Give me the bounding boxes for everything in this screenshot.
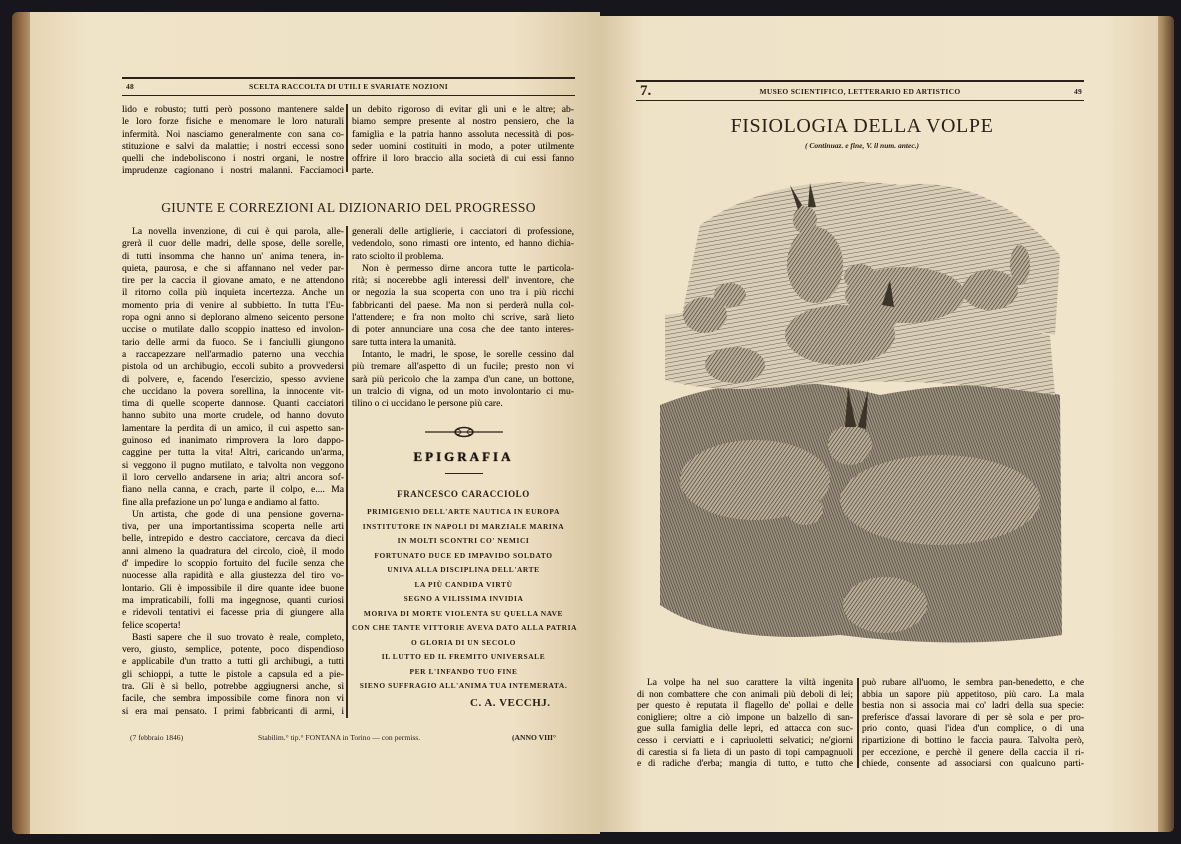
article-column-left bbox=[122, 226, 344, 718]
text-line: facile, che sembra impossibile come finora non vi bbox=[122, 693, 344, 705]
page-number: 49 bbox=[1074, 87, 1083, 96]
text-line: tra. Gli è sì bello, potrebbe aggiugnersi anche, sì bbox=[122, 680, 344, 692]
text-line: Un artista, che gode di una pensione governa- bbox=[132, 508, 344, 520]
header-rule-top bbox=[122, 77, 575, 79]
epigraph-line: UNIVA ALLA DISCIPLINA DELL'ARTE bbox=[387, 565, 540, 574]
text-line: parte. bbox=[352, 165, 374, 177]
text-line: hanno subito una morte crudele, od hanno dovuto bbox=[122, 410, 344, 422]
epigraph-line: LA PIÙ CANDIDA VIRTÙ bbox=[414, 579, 513, 589]
text-line: caggine per tutta la vita! Altri, caricando un'arma, bbox=[122, 447, 344, 459]
article-title: FISIOLOGIA DELLA VOLPE bbox=[730, 115, 994, 137]
epigraph-rule bbox=[445, 473, 483, 474]
article-subtitle: ( Continuaz. e fine, V. il num. antec.) bbox=[804, 141, 920, 150]
text-line: il loro cervello andarsene in aria; altri ancora sof- bbox=[122, 471, 344, 483]
column-top-right bbox=[352, 104, 574, 178]
epigraph-line: O GLORIA DI UN SECOLO bbox=[410, 637, 516, 647]
text-line: lontario. Gli è impossibile il dire quante idee buone bbox=[122, 582, 344, 594]
text-line: abbia un sapore più appetitoso, più caro. La mala bbox=[862, 689, 1084, 700]
text-line: che uccidano la povera sorellina, la innocente vit- bbox=[122, 385, 344, 397]
text-line: preferisce d'assai lavorare di per sè sola e per pro- bbox=[862, 712, 1084, 723]
text-line: più tremare all'aspetto di un fucile; presto non vi bbox=[352, 361, 574, 373]
article-column-left bbox=[637, 678, 853, 771]
text-line: sare tutta intera la umanità. bbox=[352, 336, 457, 348]
text-line: per questo è reputata il flagello de' pollai e delle bbox=[637, 701, 853, 712]
text-line: può rubare all'uomo, le sembra pan-benedetto, e che bbox=[862, 678, 1084, 688]
text-line: vedendolo, sono rimasti ore intento, ed hanno dichia- bbox=[352, 238, 574, 250]
text-line: lido e robusto; tutti però possono mantenere salde bbox=[122, 104, 344, 115]
rabbits-engraving bbox=[660, 165, 1062, 650]
text-line: ma impraticabili, folli ma ingegnose, quanti curiosi bbox=[122, 594, 344, 606]
text-line: sarà più pericolo che la zampa d'un cane, un bottone, bbox=[352, 373, 574, 385]
text-line: tima di quelle scoperte dannose. Quanti cacciatori bbox=[122, 398, 344, 410]
text-line: gli schioppi, a tutte le pistole a capsula ed a pie- bbox=[122, 668, 344, 680]
text-line: cesso i cerviatti e i capriuoletti selvatici; ne'giorni bbox=[637, 735, 853, 746]
footer-date: (7 febbraio 1846) bbox=[130, 733, 184, 742]
text-line: tilino o ci uccidano le persone più care. bbox=[352, 398, 503, 410]
text-line: generali delle artiglierie, i cacciatori di professione, bbox=[352, 226, 574, 237]
header-rule-top bbox=[636, 80, 1084, 82]
text-line: or negozia la sua scoperta con uno tra i più ricchi bbox=[352, 287, 574, 299]
text-line: di non combattere che con animali più deboli di lei; bbox=[637, 689, 853, 700]
text-line: quieta, paurosa, e che si affannano nel veder par- bbox=[122, 262, 344, 274]
text-line: seder uomini costituiti in modo, a poter utilmente bbox=[352, 140, 574, 152]
text-line: un debito rigoroso di evitar gli uni e le altre; ab- bbox=[352, 104, 574, 115]
text-line: uccise o mutilate dallo scoppio inatteso ed involon- bbox=[122, 324, 344, 336]
text-line: nuocesse alla rapidità e alla giustezza del tiro vo- bbox=[122, 570, 344, 582]
text-line: famiglia e la patria hanno assoluta necessità di pos- bbox=[352, 128, 574, 140]
issue-number: 7. bbox=[640, 83, 652, 99]
rabbit bbox=[843, 577, 927, 633]
text-line: di polvere, e, facendo l'esercizio, spesso avviene bbox=[122, 373, 344, 385]
text-line: conigliere; oltre a ciò impone un balzello di san- bbox=[637, 712, 853, 723]
text-line: chiede, consente ad associarsi con qualcuno parti- bbox=[862, 759, 1084, 770]
column-divider bbox=[346, 104, 348, 172]
text-line: d' impedire lo scoppio fortuito del fucile senza che bbox=[122, 558, 344, 570]
epigraph-line: CON CHE TANTE VITTORIE AVEVA DATO ALLA PATRIA bbox=[352, 623, 578, 632]
text-line: momento pria di venire al subbietto. In tutta l'Eu- bbox=[122, 299, 344, 311]
text-line: si era mai pensato. I primi fabbricanti di armi, i bbox=[122, 705, 344, 717]
text-line: La volpe ha nel suo carattere la viltà ingenita bbox=[647, 678, 853, 688]
text-line: bestia non si associa mai co' ladri della sua specie: bbox=[862, 701, 1084, 712]
text-line: anni almeno la quadratura del circolo, cioè, il modo bbox=[122, 545, 344, 557]
header-rule-bottom bbox=[122, 95, 575, 96]
text-line: le loro forze fisiche e menomare le loro naturali bbox=[122, 116, 344, 128]
text-line: grerà il cuor delle madri, delle spose, delle sorelle, bbox=[122, 238, 344, 250]
text-line: rità; si nocerebbe agli interessi dell' inventore, che bbox=[352, 275, 574, 287]
page-number: 48 bbox=[126, 82, 135, 91]
text-line: tire per la caccia il giovane amato, e ne attendono bbox=[122, 275, 344, 287]
text-line: di tutti insomma che hanno un' anima tenera, in- bbox=[122, 250, 344, 262]
ornament-divider bbox=[425, 425, 503, 439]
text-line: Non è permesso dirne ancora tutte le particola- bbox=[362, 262, 574, 274]
text-line: a raccapezzare nell'armadio paterno una vecchia bbox=[122, 348, 344, 360]
text-line: stituzione e salvi da malattie; i nostri eccessi sono bbox=[122, 140, 344, 152]
epigraph-line: FORTUNATO DUCE ED IMPAVIDO SOLDATO bbox=[374, 550, 553, 560]
text-line: fiano nella canna, e crach, parte il colpo, e.... Ma bbox=[122, 484, 344, 496]
epigraph-text bbox=[352, 505, 578, 694]
epigraph-line: SIENO SUFFRAGIO ALL'ANIMA TUA INTEMERATA. bbox=[359, 681, 568, 690]
text-line: fabbricanti del paese. Ma non si perderà nulla col- bbox=[352, 299, 574, 311]
text-line: infermità. Noi nasciamo generalmente con sana co- bbox=[122, 128, 344, 140]
text-line: quelli che indeboliscono i nostri organi, le nostre bbox=[122, 153, 344, 165]
running-head: MUSEO SCIENTIFICO, LETTERARIO ED ARTISTICO bbox=[759, 87, 961, 96]
text-line: lamentare la perdita di un amico, il cui aspetto san- bbox=[122, 422, 344, 434]
text-line: e di radiche d'erba; mangia di tutto, e tutto che bbox=[637, 759, 853, 770]
text-line: rato sciolto il problema. bbox=[352, 250, 444, 262]
article-column-right bbox=[862, 678, 1084, 771]
column-divider bbox=[857, 678, 859, 768]
article-title: GIUNTE E CORREZIONI AL DIZIONARIO DEL PROGRESSO bbox=[161, 200, 536, 215]
text-line: Basti sapere che il suo trovato è reale, completo, bbox=[132, 631, 344, 643]
text-line: gue sulla famiglia delle lepri, ed attacca con suc- bbox=[637, 724, 853, 735]
epigraph-line: PER L'INFANDO TUO FINE bbox=[409, 666, 518, 676]
epigraph-name: FRANCESCO CARACCIOLO bbox=[397, 489, 530, 499]
text-line: belle, intrepido e destro cacciatore, cercava da dieci bbox=[122, 533, 344, 545]
article-column-right bbox=[352, 226, 574, 410]
text-line: La novella invenzione, di cui è qui parola, alle- bbox=[132, 226, 344, 237]
text-line: un tralcio di vigna, od un moto involontario ci mu- bbox=[352, 385, 574, 397]
text-line: tario delle armi da fuoco. Se i fanciulli giungono bbox=[122, 336, 344, 348]
column-divider bbox=[346, 226, 348, 718]
epigraph-line: MORIVA DI MORTE VIOLENTA SU QUELLA NAVE bbox=[363, 608, 564, 618]
epigraph-line: PRIMIGENIO DELL'ARTE NAUTICA IN EUROPA bbox=[367, 507, 560, 516]
text-line: e applicabile d'un tratto a tutti gli archibugi, a tutti bbox=[122, 656, 344, 668]
text-line: Intanto, le madri, le spose, le sorelle cessino dal bbox=[362, 348, 574, 360]
text-line: di poter annunciare una cosa che dee tanto interes- bbox=[352, 324, 574, 336]
text-line: imprudenze cagionano i nostri malanni. Facciamoci bbox=[122, 165, 344, 177]
epigraph-line: IN MOLTI SCONTRI CO' NEMICI bbox=[397, 536, 530, 545]
text-line: prio conto, quasi l'idea d'un complice, o di una bbox=[862, 724, 1084, 735]
text-line: per eccezione, e perchè il genere della caccia il ri- bbox=[862, 747, 1084, 758]
text-line: si veggono il pugno mutilato, e talvolta non veggono bbox=[122, 459, 344, 471]
text-line: guinoso ed inanimato rimprovera la loro dappo- bbox=[122, 435, 344, 447]
footer-printer: Stabilim.° tip.° FONTANA in Torino — con permiss. bbox=[258, 733, 421, 742]
epigraph-signature: C. A. VECCHJ. bbox=[470, 697, 551, 709]
text-line: tiva, per una importantissima scoperta nelle arti bbox=[122, 521, 344, 533]
text-line: fine alla prefazione un po' lunga e andiamo al fatto. bbox=[122, 496, 320, 508]
running-head: SCELTA RACCOLTA DI UTILI E SVARIATE NOZIONI bbox=[249, 82, 448, 91]
epigraph-title: EPIGRAFIA bbox=[413, 449, 514, 464]
text-line: felice scoperta! bbox=[122, 619, 181, 631]
header-rule-bottom bbox=[636, 100, 1084, 101]
text-line: e ridevoli tentativi ei facesse pria di giungere alla bbox=[122, 607, 344, 619]
text-line: offrire il loro braccio alla società di cui essi fanno bbox=[352, 153, 574, 165]
column-top-left bbox=[122, 104, 344, 178]
rabbit bbox=[705, 347, 765, 383]
text-line: di carestia si fa lieta di un pasto di topi campagnuoli bbox=[637, 747, 853, 758]
text-line: pistola od un archibugio, eccoli subito a provvedersi bbox=[122, 361, 344, 373]
text-line: vero, giusto, semplice, potente, poco dispendioso bbox=[122, 644, 344, 656]
epigraph-line: INSTITUTORE IN NAPOLI DI MARZIALE MARINA bbox=[362, 521, 565, 531]
footer-year: (ANNO VIII° bbox=[512, 733, 557, 742]
text-line: il ritorno colla più inquieta incertezza. Anche un bbox=[122, 287, 344, 299]
epigraph-line: IL LUTTO ED IL FREMITO UNIVERSALE bbox=[381, 652, 546, 661]
text-line: ripartizione di bottino le faccia paura. Talvolta però, bbox=[862, 735, 1084, 746]
epigraph-line: SEGNO A VILISSIMA INVIDIA bbox=[403, 594, 524, 603]
text-line: ropa ogni anno si deplorano almeno seicento persone bbox=[122, 312, 344, 324]
text-line: l'attendere; e fra non molto chi scrive, sarà lieto bbox=[352, 312, 574, 324]
text-line: biamo sempre presente al nostro pensiero, che la bbox=[352, 116, 574, 128]
